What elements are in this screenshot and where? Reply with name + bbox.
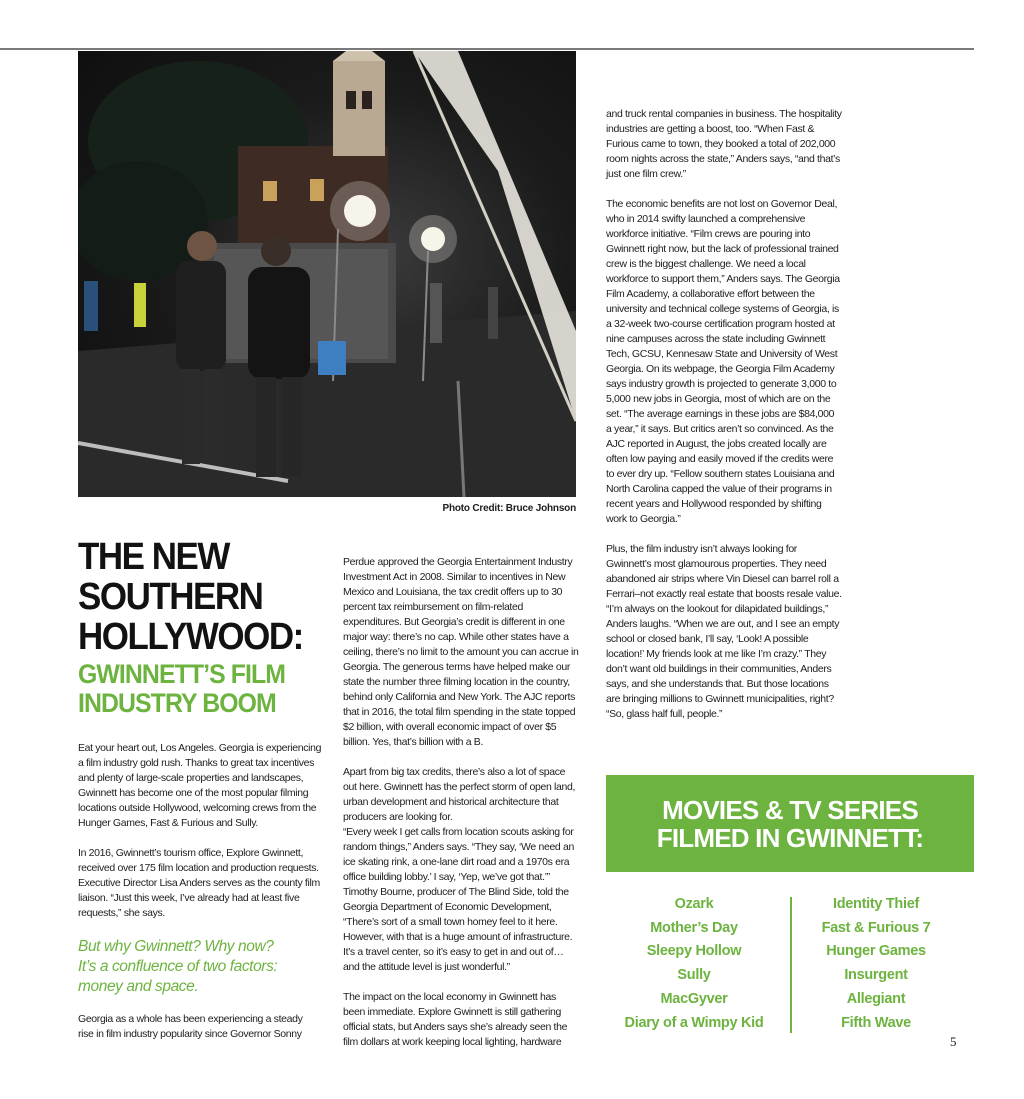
column-1-tail xyxy=(78,1012,318,1042)
paragraph: Eat your heart out, Los Angeles. Georgia is experiencing a film industry gold rush. Thanks to great tax incentives and plenty of large-scale properties and landscapes, Gwinnett has become one of the most popular filming locations outside Hollywood, welcoming crews from the Hunger Games, Fast & Furious and Sully. xyxy=(78,742,322,829)
movie-title: Allegiant xyxy=(846,990,906,1007)
title-line: HOLLYWOOD: xyxy=(78,616,303,658)
movie-title: Ozark xyxy=(674,896,714,912)
paragraph: In 2016, Gwinnett’s tourism office, Explore Gwinnett, received over 175 film location and production requests. Executive Director Lisa Anders serves as the county film liaison. “Just this week, I’ve already had at least five requests,” she says. xyxy=(78,847,320,919)
movie-title: Insurgent xyxy=(844,967,908,984)
subtitle-line: GWINNETT’S FILM xyxy=(78,659,285,689)
paragraph: The impact on the local economy in Gwinnett has been immediate. Explore Gwinnett is still gathering official stats, but Anders says she’s already seen the film dollars at work keeping local lighting, hardware xyxy=(343,991,568,1048)
movie-title: Identity Thief xyxy=(832,896,920,912)
paragraph: Plus, the film industry isn’t always looking for Gwinnett’s most glamourous properties. They need abandoned air strips where Vin Diesel can barrel roll a Ferrari–not exactly real estate that boosts resale value. “I’m always on the lookout for dilapidated buildings,” Anders laughs. “When we are out, and I see an empty school or closed bank, I’ll say, ‘Look! A possible location!’ My friends look at me like I’m crazy.” They don’t want old buildings in their communities, Anders says, and she understands that. But those locations are bringing millions to Gwinnett municipalities, right? “So, glass half full, people.” xyxy=(606,543,842,720)
paragraph: Perdue approved the Georgia Entertainment Industry Investment Act in 2008. Similar to incentives in New Mexico and Louisiana, the tax credit offers up to 30 percent tax reimbursement on film-related expenditures. But Georgia’s credit is different in one major way: there’s no cap. While other states have a ceiling, there’s no limit to the amount you can accrue in Georgia. The generous terms have helped make our state the number three filming location in the country, behind only California and New York. The AJC reports that in 2016, the total film spending in the state topped $2 billion, with overall economic impact of over $5 billion. Yes, that’s billion with a B. xyxy=(343,556,579,748)
title-line: THE NEW xyxy=(78,536,229,578)
pull-quote-line: money and space. xyxy=(78,978,199,995)
paragraph: and truck rental companies in business. The hospitality industries are getting a boost, too. “When Fast & Furious came to town, they booked a total of 202,000 room nights across the state,” Anders says, “and that’s just one film crew.” xyxy=(606,108,842,180)
movie-title: Fast & Furious 7 xyxy=(821,919,931,936)
movie-title: Mother’s Day xyxy=(650,919,738,936)
photo-credit: Photo Credit: Bruce Johnson xyxy=(442,503,576,514)
movie-title: Sully xyxy=(677,967,711,984)
movie-title: Hunger Games xyxy=(826,943,926,960)
column-1-text xyxy=(78,741,322,936)
movie-title: Fifth Wave xyxy=(841,1014,911,1031)
subtitle-line: INDUSTRY BOOM xyxy=(78,688,276,718)
column-3-text xyxy=(606,107,842,722)
paragraph: Apart from big tax credits, there’s also a lot of space out here. Gwinnett has the perfect storm of open land, urban development and historical architecture that producers are looking for. xyxy=(343,766,576,823)
paragraph: Georgia as a whole has been experiencing a steady rise in film industry popularity since Governor Sonny xyxy=(78,1013,303,1040)
movies-list-right xyxy=(786,893,966,1035)
pull-quote xyxy=(78,937,338,997)
pull-quote-line: It’s a confluence of two factors: xyxy=(78,958,278,975)
paragraph: “Every week I get calls from location scouts asking for random things,” Anders says. “They say, ‘We need an ice skating rink, a one-lane dirt road and a 1970s era office building lobby.’ I say, ‘Yep, we’ve got that.’” Timothy Bourne, producer of The Blind Side, told the Georgia Department of Economic Development, “There’s sort of a small town homey feel to it here. However, with that is a huge amount of infrastructure. It’s a travel center, so it’s easy to get in and out of…and the attitude level is just wonderful.” xyxy=(343,826,574,973)
film-set-photo xyxy=(78,51,576,497)
movies-banner-line: MOVIES & TV SERIES xyxy=(662,794,918,825)
film-set-illustration xyxy=(78,51,576,497)
paragraph: The economic benefits are not lost on Governor Deal, who in 2014 swifty launched a comprehensive workforce initiative. “Film crews are pouring into Gwinnett right now, but the lack of professional trained crew is the biggest challenge. We need a local workforce to support them,” Anders says. The Georgia Film Academy, a collaborative effort between the university and technical college systems of Georgia, is a 32-week two-course certification program hosted at nine campuses across the state including Gwinnett Tech, GCSU, Kennesaw State and University of West Georgia. On its webpage, the Georgia Film Academy says industry growth is projected to generate 3,000 to 5,000 new jobs in Georgia, most of which are on the set. “The average earnings in these jobs are $84,000 a year,” it says. But critics aren’t so convinced. As the AJC reported in August, the jobs created locally are often low paying and easily moved if the credits were to ever dry up. “Fellow southern states Louisiana and North Carolina capped the value of their programs in recent years and Hollywood responded by shifting work to Georgia.” xyxy=(606,198,840,525)
movies-banner-line: FILMED IN GWINNETT: xyxy=(656,822,924,853)
movie-title: MacGyver xyxy=(660,990,728,1007)
article-subtitle xyxy=(78,660,317,718)
top-rule xyxy=(0,48,974,50)
article-title xyxy=(78,537,317,657)
movie-title: Sleepy Hollow xyxy=(646,943,742,960)
movie-title: Diary of a Wimpy Kid xyxy=(624,1014,764,1031)
page-number: 5 xyxy=(950,1034,957,1049)
title-line: SOUTHERN xyxy=(78,576,263,618)
column-2-text xyxy=(343,555,579,1050)
movies-banner xyxy=(606,775,974,872)
movies-list-left xyxy=(604,893,784,1035)
pull-quote-line: But why Gwinnett? Why now? xyxy=(78,938,274,955)
